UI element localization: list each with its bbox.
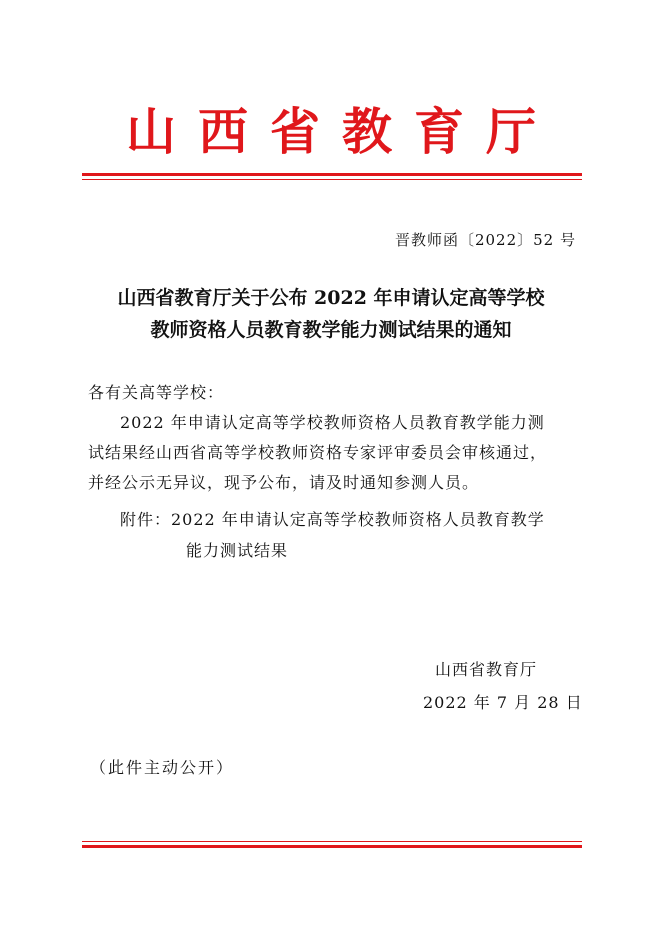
- footer-rule-thin: [82, 841, 582, 842]
- body-line-2: 试结果经山西省高等学校教师资格专家评审委员会审核通过，: [88, 443, 548, 462]
- attachment-line-1: 附件：2022 年申请认定高等学校教师资格人员教育教学: [120, 510, 545, 529]
- letterhead-rule-thin: [82, 179, 582, 180]
- salutation: 各有关高等学校：: [88, 383, 225, 402]
- signature-organization: 山西省教育厅: [435, 660, 538, 679]
- body-line-3: 并经公示无异议，现予公布，请及时通知参测人员。: [88, 473, 480, 492]
- body-line-1: 2022 年申请认定高等学校教师资格人员教育教学能力测: [120, 413, 545, 432]
- disclosure-note: （此件主动公开）: [90, 758, 235, 777]
- letterhead-rule-thick: [82, 173, 582, 176]
- letterhead-title: 山西省教育厅: [126, 102, 558, 161]
- document-number: 晋教师函〔2022〕52 号: [394, 231, 576, 249]
- document-title-line-2: 教师资格人员教育教学能力测试结果的通知: [150, 319, 512, 341]
- attachment-line-2: 能力测试结果: [186, 541, 289, 560]
- signature-date: 2022 年 7 月 28 日: [423, 693, 583, 712]
- footer-rule-thick: [82, 845, 582, 848]
- document-title-line-1: 山西省教育厅关于公布 2022 年申请认定高等学校: [117, 287, 545, 309]
